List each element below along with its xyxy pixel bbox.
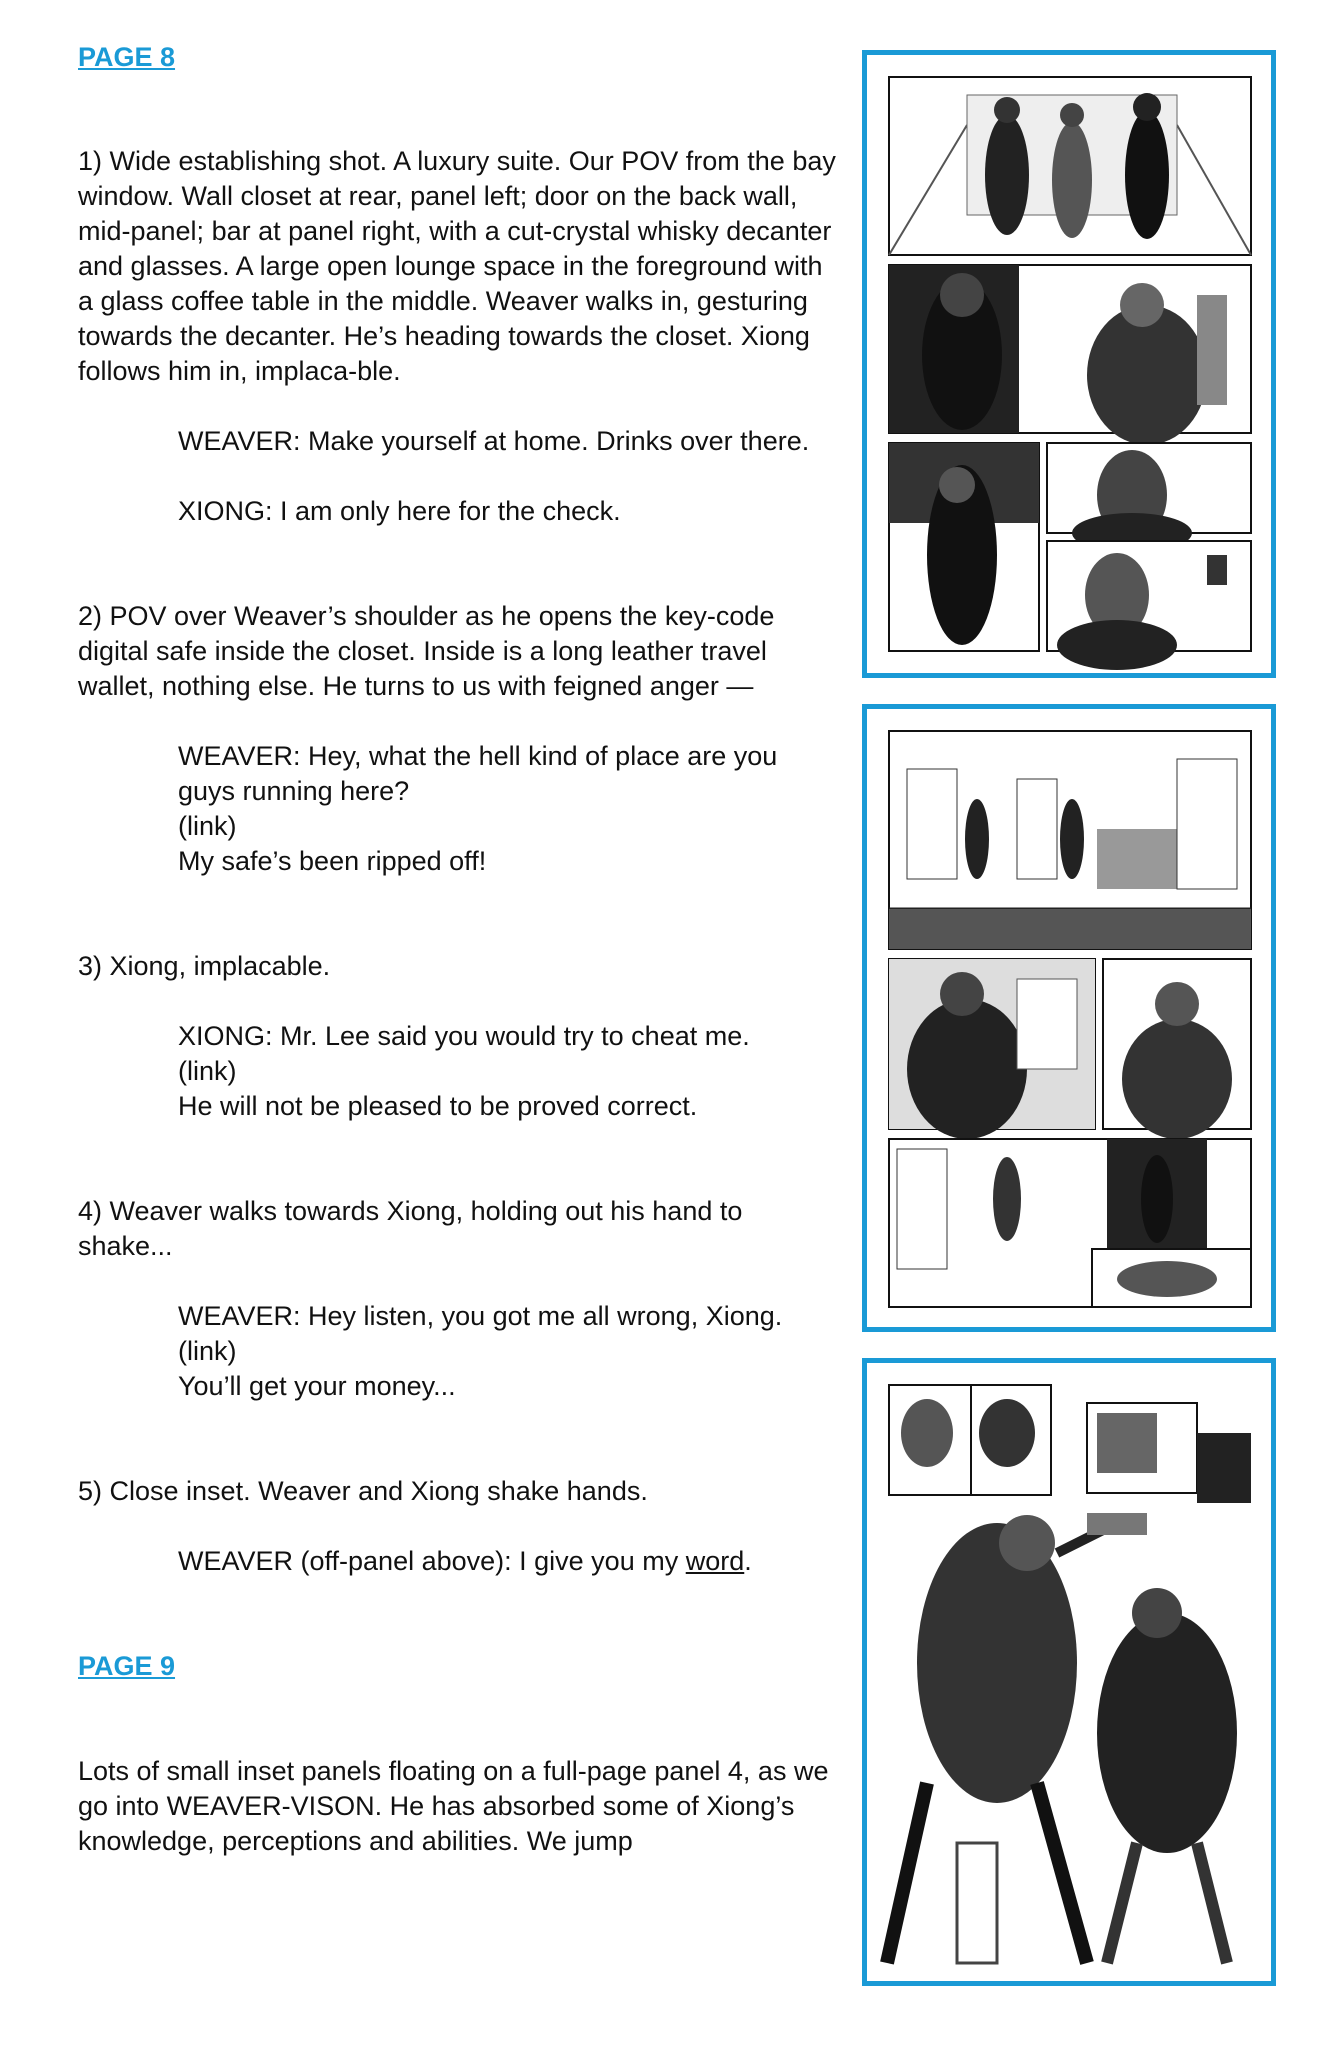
dialogue-suffix: . <box>744 1546 752 1576</box>
dialogue-line <box>178 1544 838 1579</box>
dialogue-prefix: WEAVER (off-panel above): I give you my <box>178 1546 686 1576</box>
dialogue-link: (link) <box>178 811 237 841</box>
script-text-column <box>78 40 838 1859</box>
page-8-art-thumbnail <box>862 50 1276 678</box>
panel-2-description: 2) POV over Weaver’s shoulder as he opens the key-code digital safe inside the closet. Inside is a long leather travel wallet, nothing else. He turns to us with feigned anger — <box>78 601 775 701</box>
panel-1-dialogue <box>178 424 838 529</box>
dialogue-line: You’ll get your money... <box>178 1371 456 1401</box>
panel-2-dialogue <box>178 739 838 879</box>
comic-page-artwork <box>867 709 1271 1327</box>
panel-4-description: 4) Weaver walks towards Xiong, holding out his hand to shake... <box>78 1196 743 1261</box>
page-8-art-thumbnail-2 <box>862 704 1276 1332</box>
panel-5-dialogue <box>178 1544 838 1579</box>
dialogue-line: WEAVER: Hey, what the hell kind of place are you guys running here? <box>178 741 778 806</box>
dialogue-line: He will not be pleased to be proved correct. <box>178 1091 698 1121</box>
dialogue-line: WEAVER: Make yourself at home. Drinks over there. <box>178 426 810 456</box>
panel-1-description: 1) Wide establishing shot. A luxury suite. Our POV from the bay window. Wall closet at rear, panel left; door on the back wall, mid-panel; bar at panel right, with a cut-crystal whisky decanter and glasses. A large open lounge space in the foreground with a glass coffee table in the middle. Weaver walks in, gesturing towards the decanter. He’s heading towards the closet. Xiong follows him in, implaca-ble. <box>78 146 836 386</box>
emphasized-word: word <box>685 1546 745 1576</box>
comic-page-artwork <box>867 55 1271 673</box>
page-9-art-thumbnail <box>862 1358 1276 1986</box>
dialogue-line: XIONG: I am only here for the check. <box>178 496 621 526</box>
dialogue-link: (link) <box>178 1336 237 1366</box>
panel-3-description: 3) Xiong, implacable. <box>78 951 331 981</box>
panel-4-dialogue <box>178 1299 838 1404</box>
dialogue-link: (link) <box>178 1056 237 1086</box>
comic-page-artwork <box>867 1363 1271 1981</box>
panel-3-dialogue <box>178 1019 838 1124</box>
page-9-intro: Lots of small inset panels floating on a full-page panel 4, as we go into WEAVER-VISON. He has absorbed some of Xiong’s knowledge, perceptions and abilities. We jump <box>78 1756 829 1856</box>
page-9-heading: PAGE 9 <box>78 1651 176 1681</box>
dialogue-line: XIONG: Mr. Lee said you would try to cheat me. <box>178 1021 750 1051</box>
panel-5-description: 5) Close inset. Weaver and Xiong shake hands. <box>78 1476 648 1506</box>
dialogue-line: My safe’s been ripped off! <box>178 846 487 876</box>
dialogue-line: WEAVER: Hey listen, you got me all wrong, Xiong. <box>178 1301 783 1331</box>
page-8-heading: PAGE 8 <box>78 42 176 72</box>
